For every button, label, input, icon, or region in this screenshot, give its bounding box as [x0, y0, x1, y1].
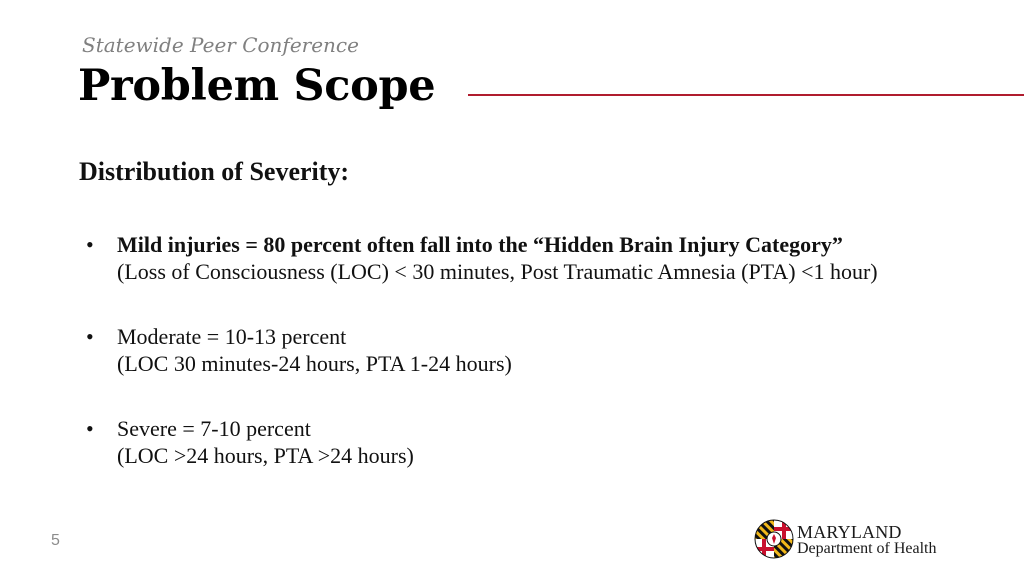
bullet-main-text: Mild injuries = 80 percent often fall into the “Hidden Brain Injury Category”: [117, 232, 843, 257]
bullet-detail-text: (LOC >24 hours, PTA >24 hours): [117, 443, 414, 468]
bullet-detail-text: (LOC 30 minutes-24 hours, PTA 1-24 hours): [117, 351, 512, 376]
list-item-mild: [86, 231, 966, 285]
bullet-icon: •: [86, 232, 94, 257]
title-divider: [468, 94, 1024, 96]
maryland-flag-seal-icon: [754, 519, 794, 559]
bullet-main-text: Severe = 7-10 percent: [117, 416, 311, 441]
section-heading: Distribution of Severity:: [79, 157, 350, 186]
page-number: 5: [51, 532, 60, 549]
conference-subtitle: Statewide Peer Conference: [82, 33, 359, 57]
bullet-main-text: Moderate = 10-13 percent: [117, 324, 347, 349]
list-item-severe: [86, 415, 966, 469]
logo-state-name: MARYLAND: [797, 522, 902, 542]
bullet-icon: •: [86, 324, 94, 349]
page-title: Problem Scope: [78, 61, 436, 111]
bullet-detail-text: (Loss of Consciousness (LOC) < 30 minutes, Post Traumatic Amnesia (PTA) <1 hour): [117, 259, 878, 284]
list-item-moderate: [86, 323, 966, 377]
severity-list: [86, 231, 966, 507]
maryland-health-logo: [754, 519, 964, 561]
logo-department-name: Department of Health: [797, 540, 937, 557]
bullet-icon: •: [86, 416, 94, 441]
